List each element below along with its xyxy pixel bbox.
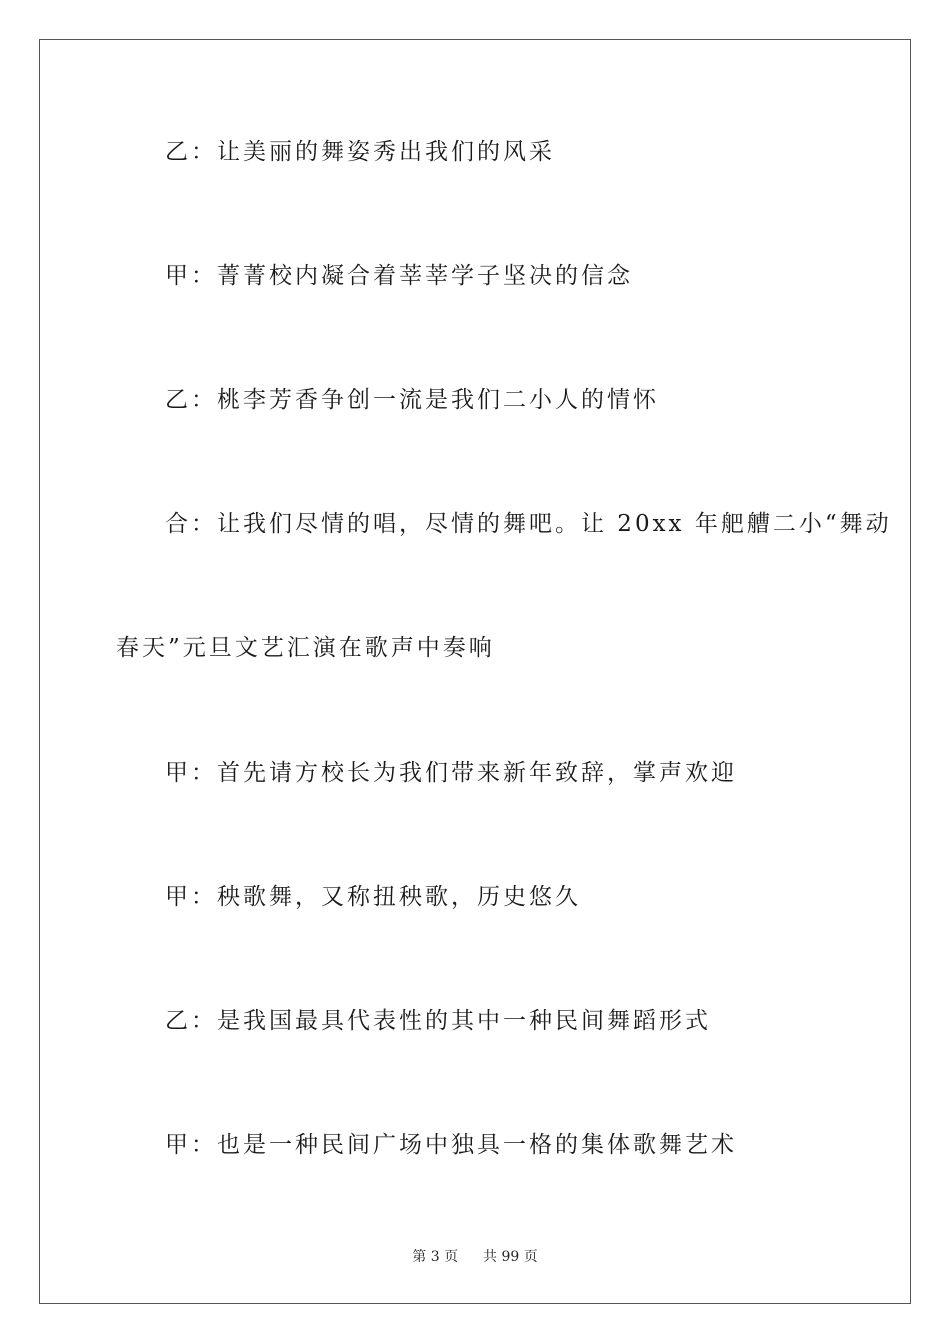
dialogue-line-continuation: 春天”元旦文艺汇演在歌声中奏响 [116, 635, 495, 661]
dialogue-line: 乙：是我国最具代表性的其中一种民间舞蹈形式 [165, 1008, 711, 1034]
dialogue-line: 乙：让美丽的舞姿秀出我们的风采 [165, 139, 555, 165]
page-frame [39, 39, 911, 1304]
dialogue-line: 甲：首先请方校长为我们带来新年致辞，掌声欢迎 [165, 760, 737, 786]
dialogue-line: 甲：也是一种民间广场中独具一格的集体歌舞艺术 [165, 1132, 737, 1158]
page-footer [0, 1247, 950, 1267]
dialogue-line: 合：让我们尽情的唱，尽情的舞吧。让 20xx 年舥艚二小“舞动 [165, 511, 892, 537]
page-number: 第 3 页 [412, 1249, 459, 1265]
dialogue-line: 乙：桃李芳香争创一流是我们二小人的情怀 [165, 387, 659, 413]
dialogue-line: 甲：菁菁校内凝合着莘莘学子坚决的信念 [165, 263, 633, 289]
page-total: 共 99 页 [483, 1249, 538, 1265]
dialogue-line: 甲：秧歌舞，又称扭秧歌，历史悠久 [165, 884, 581, 910]
